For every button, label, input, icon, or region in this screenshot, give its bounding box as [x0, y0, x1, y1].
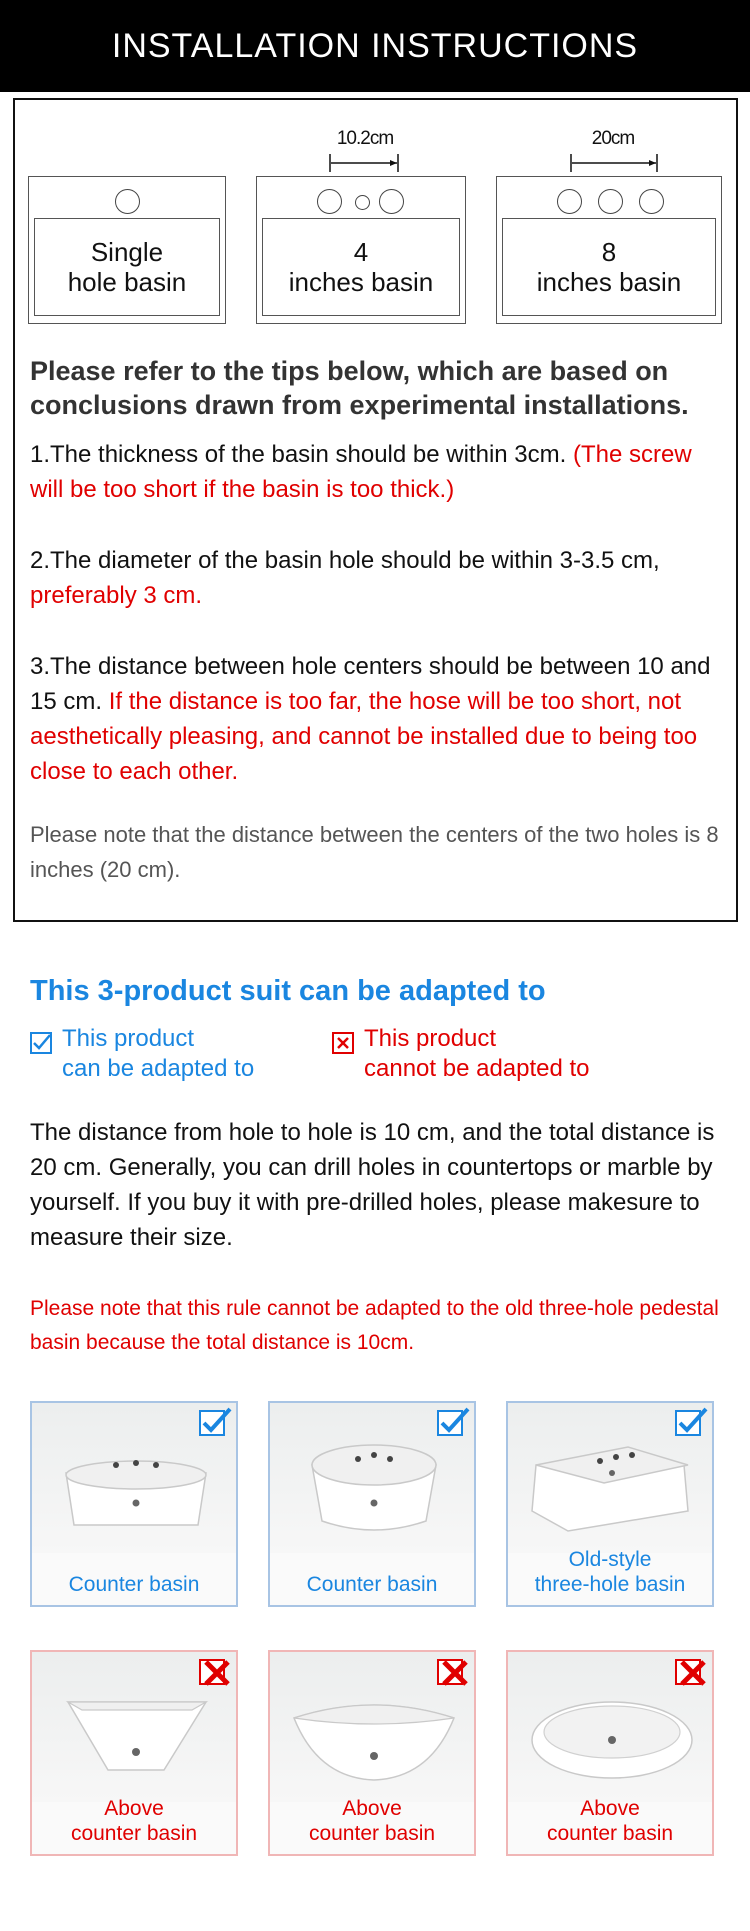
tip-item [30, 437, 730, 507]
legend-label-line2: cannot be adapted to [364, 1055, 590, 1082]
basin-label-line1: 8 [601, 237, 617, 267]
checkbox-checked-icon [30, 1032, 52, 1054]
basin-label-line2: hole basin [67, 267, 187, 297]
legend-compatible [30, 1024, 254, 1084]
cross-icon [436, 1656, 470, 1686]
basin-label-line2: inches basin [288, 267, 434, 297]
tip-warning: preferably 3 cm. [30, 582, 203, 609]
product-label: Counter basin [306, 1573, 438, 1596]
legend-label-line1: This product [364, 1025, 497, 1052]
tip-warning: (The screw will be too short if the basin is too thick.) [30, 441, 692, 503]
dimension-label: 10.2cm [336, 128, 394, 149]
legend-label-line2: can be adapted to [62, 1055, 255, 1082]
basin-label-line2: inches basin [536, 267, 682, 297]
tap-hole-right [639, 189, 664, 214]
product-label: Counter basin [68, 1573, 200, 1596]
distance-note: Please note that the distance between the centers of the two holes is 8 inches (20 cm). [30, 822, 719, 882]
dimension-label: 20cm [591, 128, 635, 149]
basin-outline [28, 176, 226, 324]
basin-label-box [262, 218, 460, 316]
tips-heading: Please refer to the tips below, which are based on conclusions drawn from experimental installations. [30, 356, 689, 420]
tip-item [30, 649, 730, 789]
product-card-compatible [30, 1401, 238, 1607]
basin-label-line1: Single [90, 237, 164, 267]
product-label: Above counter basin [546, 1797, 674, 1845]
product-card-incompatible [268, 1650, 476, 1856]
tap-hole-left [317, 189, 342, 214]
tip-item [30, 543, 730, 613]
tap-hole-left [557, 189, 582, 214]
basin-outline [256, 176, 466, 324]
tip-warning: If the distance is too far, the hose will be too short, not aesthetically pleasing, and cannot be installed due to being too close to each other. [30, 688, 698, 785]
legend-incompatible [332, 1024, 590, 1084]
product-card-incompatible [30, 1650, 238, 1856]
suit-heading: This 3-product suit can be adapted to [30, 975, 546, 1007]
tip-text: 3.The distance between hole centers should be between 10 and 15 cm. [30, 653, 711, 715]
check-icon [436, 1407, 470, 1437]
product-label: Above counter basin [308, 1797, 436, 1845]
page-header [0, 0, 750, 92]
product-card-compatible [506, 1401, 714, 1607]
basin-outline [496, 176, 722, 324]
product-label: Above counter basin [70, 1797, 198, 1845]
checkbox-crossed-icon [332, 1032, 354, 1054]
basin-label-box [502, 218, 716, 316]
cross-icon [198, 1656, 232, 1686]
check-icon [674, 1407, 708, 1437]
product-label: Old-style three-hole basin [534, 1548, 686, 1596]
tip-text: 1.The thickness of the basin should be within 3cm. [30, 441, 573, 468]
cross-icon [674, 1656, 708, 1686]
product-card-incompatible [506, 1650, 714, 1856]
page-title: INSTALLATION INSTRUCTIONS [111, 26, 639, 65]
tap-hole [115, 189, 140, 214]
tip-text: 2.The diameter of the basin hole should be within 3-3.5 cm, [30, 547, 660, 574]
dimension-arrow-icon [328, 152, 400, 174]
tap-hole-right [379, 189, 404, 214]
hole-distance-paragraph: The distance from hole to hole is 10 cm, and the total distance is 20 cm. Generally, you can drill holes in countertops or marble by yourself. If you buy it with pre-drilled holes, please makesure to measure their size. [30, 1119, 715, 1251]
basin-label-box [34, 218, 220, 316]
check-icon [198, 1407, 232, 1437]
basin-label-line1: 4 [353, 237, 369, 267]
product-card-compatible [268, 1401, 476, 1607]
tap-hole-center [598, 189, 623, 214]
tap-hole-center [355, 195, 370, 210]
legend-label-line1: This product [62, 1025, 195, 1052]
rule-warning-note: Please note that this rule cannot be adapted to the old three-hole pedestal basin because the total distance is 10cm. [30, 1297, 719, 1354]
dimension-arrow-icon [569, 152, 659, 174]
